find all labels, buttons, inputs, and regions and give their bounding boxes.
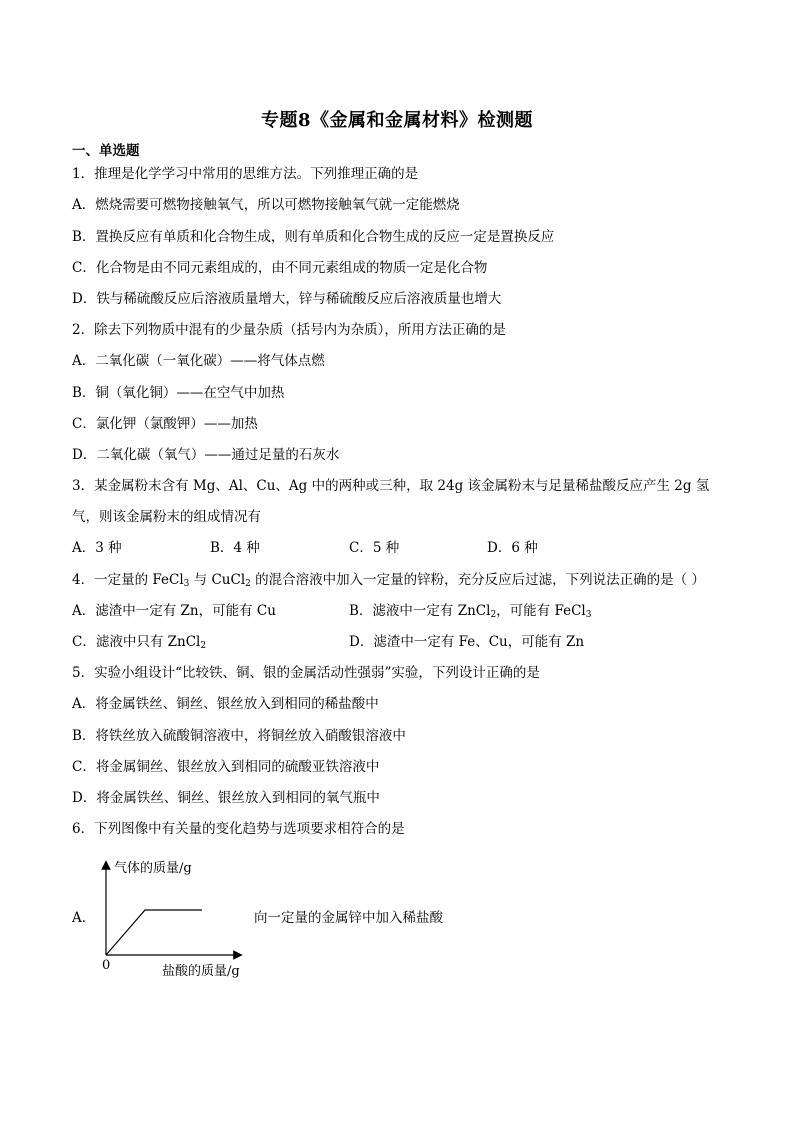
- q1-option-a: A．燃烧需要可燃物接触氧气，所以可燃物接触氧气就一定能燃烧: [72, 197, 460, 213]
- q1-stem: 1．推理是化学学习中常用的思维方法。下列推理正确的是: [72, 166, 419, 182]
- q4-option-d: D．滤渣中一定有 Fe、Cu，可能有 Zn: [349, 634, 585, 650]
- q6-option-a-label: A．: [72, 910, 96, 926]
- x-axis-label: 盐酸的质量/g: [162, 964, 240, 979]
- q1-option-d: D．铁与稀硫酸反应后溶液质量增大，锌与稀硫酸反应后溶液质量也增大: [72, 291, 502, 307]
- page-title: 专题8《金属和金属材料》检测题: [260, 110, 534, 131]
- q3-option-c: C．5 种: [349, 540, 400, 556]
- q6-option-a-description: 向一定量的金属锌中加入稀盐酸: [254, 910, 443, 926]
- q2-option-a: A．二氧化碳（一氧化碳）——将气体点燃: [72, 353, 325, 369]
- section-heading: 一、单选题: [72, 143, 140, 159]
- q1-option-b: B．置换反应有单质和化合物生成，则有单质和化合物生成的反应一定是置换反应: [72, 229, 555, 245]
- q5-stem: 5．实验小组设计“比较铁、铜、银的金属活动性强弱”实验，下列设计正确的是: [72, 665, 540, 681]
- q1-option-c: C．化合物是由不同元素组成的，由不同元素组成的物质一定是化合物: [72, 260, 488, 276]
- q5-option-b: B．将铁丝放入硫酸铜溶液中，将铜丝放入硝酸银溶液中: [72, 728, 406, 744]
- q2-option-b: B．铜（氧化铜）——在空气中加热: [72, 385, 285, 401]
- q6-stem: 6．下列图像中有关量的变化趋势与选项要求相符合的是: [72, 821, 405, 837]
- q5-option-c: C．将金属铜丝、银丝放入到相同的硫酸亚铁溶液中: [72, 759, 380, 775]
- y-axis-label: 气体的质量/g: [114, 861, 192, 876]
- origin-label: 0: [102, 958, 111, 973]
- q3-stem-line2: 气，则该金属粉末的组成情况有: [72, 509, 261, 525]
- q4-stem: 4．一定量的 FeCl$_3$ 与 CuCl$_2$ 的混合溶液中加入一定量的锌粉，充分反应后过滤，下列说法正确的是（ ）: [72, 572, 705, 589]
- q3-stem-line1: 3．某金属粉末含有 Mg、Al、Cu、Ag 中的两种或三种，取 24g 该金属粉末与足量稀盐酸反应产生 2g 氢: [72, 478, 710, 494]
- q2-option-d: D．二氧化碳（氧气）——通过足量的石灰水: [72, 447, 340, 463]
- q4-option-c: C．滤液中只有 ZnCl$_2$: [72, 634, 207, 651]
- q5-option-a: A．将金属铁丝、铜丝、银丝放入到相同的稀盐酸中: [72, 696, 379, 712]
- q2-option-c: C．氯化钾（氯酸钾）——加热: [72, 416, 258, 432]
- q4-option-b: B．滤液中一定有 ZnCl$_2$，可能有 FeCl$_3$: [349, 603, 592, 620]
- q2-stem: 2．除去下列物质中混有的少量杂质（括号内为杂质），所用方法正确的是: [72, 322, 506, 338]
- q3-option-b: B．4 种: [210, 540, 260, 556]
- q3-option-a: A．3 种: [72, 540, 122, 556]
- q3-option-d: D．6 种: [487, 540, 538, 556]
- gas-mass-curve: [106, 910, 202, 955]
- q5-option-d: D．将金属铁丝、铜丝、银丝放入到相同的氧气瓶中: [72, 790, 380, 806]
- q4-option-a: A．滤渣中一定有 Zn，可能有 Cu: [72, 603, 276, 619]
